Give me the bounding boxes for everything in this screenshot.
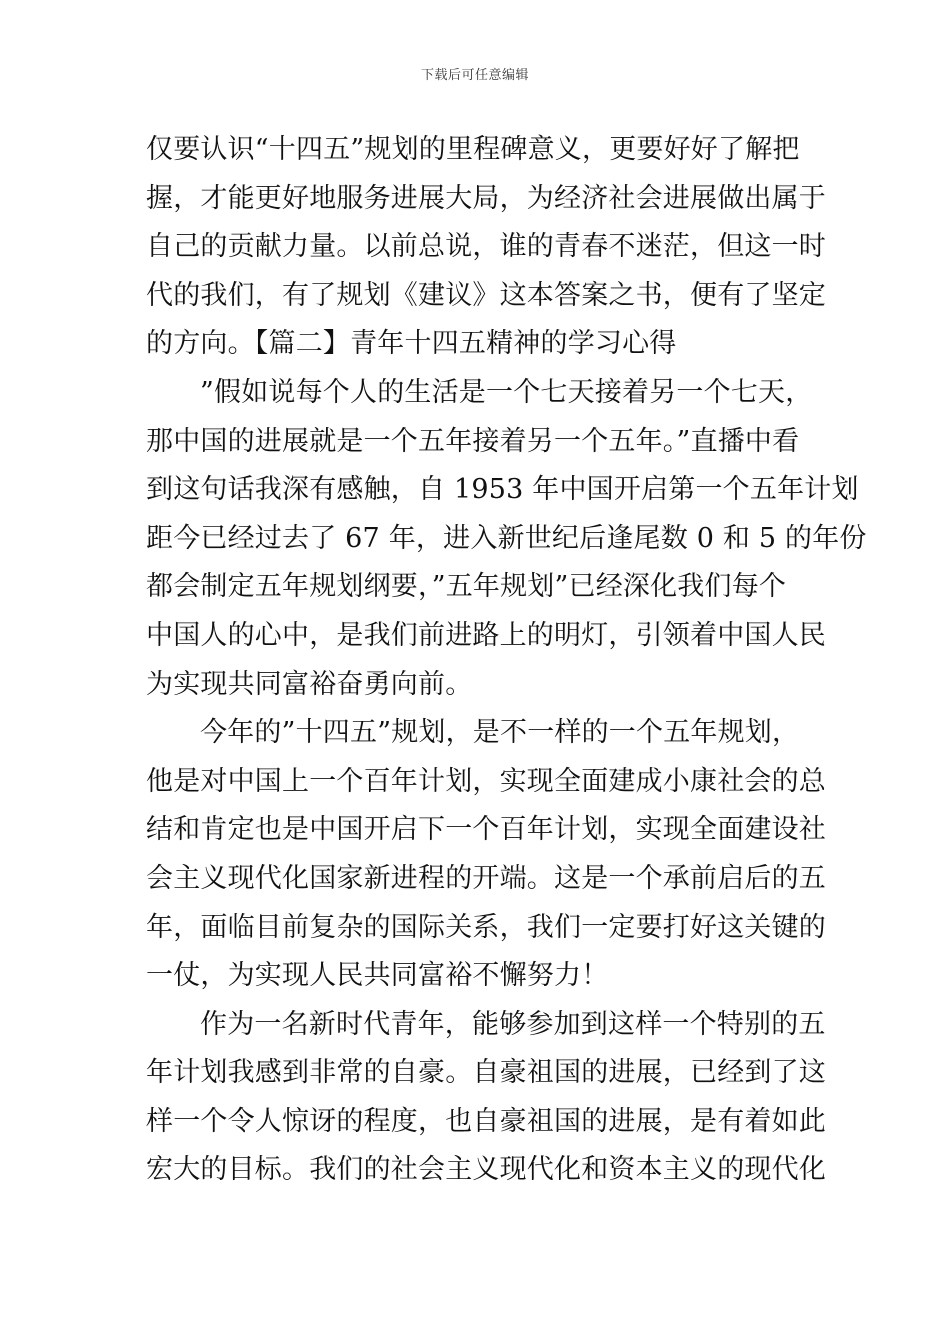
- text-line: 代的我们，有了规划《建议》这本答案之书，便有了坚定: [146, 279, 826, 311]
- document-body: [146, 126, 867, 1195]
- text-line-paragraph-start: ”假如说每个人的生活是一个七天接着另一个七天，: [200, 376, 813, 408]
- text-line: 仅要认识“十四五”规划的里程碑意义，更要好好了解把: [146, 134, 800, 165]
- text-line: 结和肯定也是中国开启下一个百年计划，实现全面建设社: [146, 814, 826, 846]
- text-line: 那中国的进展就是一个五年接着另一个五年。”直播中看: [146, 425, 800, 457]
- text-line: 一仗，为实现人民共同富裕不懈努力！: [146, 960, 609, 992]
- text-line: 都会制定五年规划纲要，”五年规划”已经深化我们每个: [146, 571, 787, 603]
- text-line: 中国人的心中，是我们前进路上的明灯，引领着中国人民: [146, 619, 826, 651]
- text-line: 他是对中国上一个百年计划，实现全面建成小康社会的总: [146, 765, 826, 797]
- text-line: 握，才能更好地服务进展大局，为经济社会进展做出属于: [146, 182, 826, 214]
- text-line: 年计划我感到非常的自豪。自豪祖国的进展，已经到了这: [146, 1057, 826, 1089]
- text-line: 会主义现代化国家新进程的开端。这是一个承前启后的五: [146, 862, 826, 894]
- text-line: 到这句话我深有感触，自 1953 年中国开启第一个五年计划: [146, 474, 859, 506]
- text-line: 为实现共同富裕奋勇向前。: [146, 668, 473, 700]
- text-line-paragraph-start: 今年的”十四五”规划，是不一样的一个五年规划，: [200, 717, 800, 749]
- page-header: 下载后可任意编辑: [420, 68, 529, 83]
- text-line: 自己的贡献力量。以前总说，谁的青春不迷茫，但这一时: [146, 231, 826, 263]
- text-line: 的方向。【篇二】青年十四五精神的学习心得: [146, 328, 677, 360]
- text-line: 年，面临目前复杂的国际关系，我们一定要打好这关键的: [146, 911, 826, 943]
- text-line-paragraph-start: 作为一名新时代青年，能够参加到这样一个特别的五: [200, 1008, 826, 1040]
- text-line: 样一个令人惊讶的程度，也自豪祖国的进展，是有着如此: [146, 1105, 826, 1137]
- text-line: 宏大的目标。我们的社会主义现代化和资本主义的现代化: [146, 1154, 826, 1186]
- text-line: 距今已经过去了 67 年，进入新世纪后逢尾数 0 和 5 的年份: [146, 522, 867, 554]
